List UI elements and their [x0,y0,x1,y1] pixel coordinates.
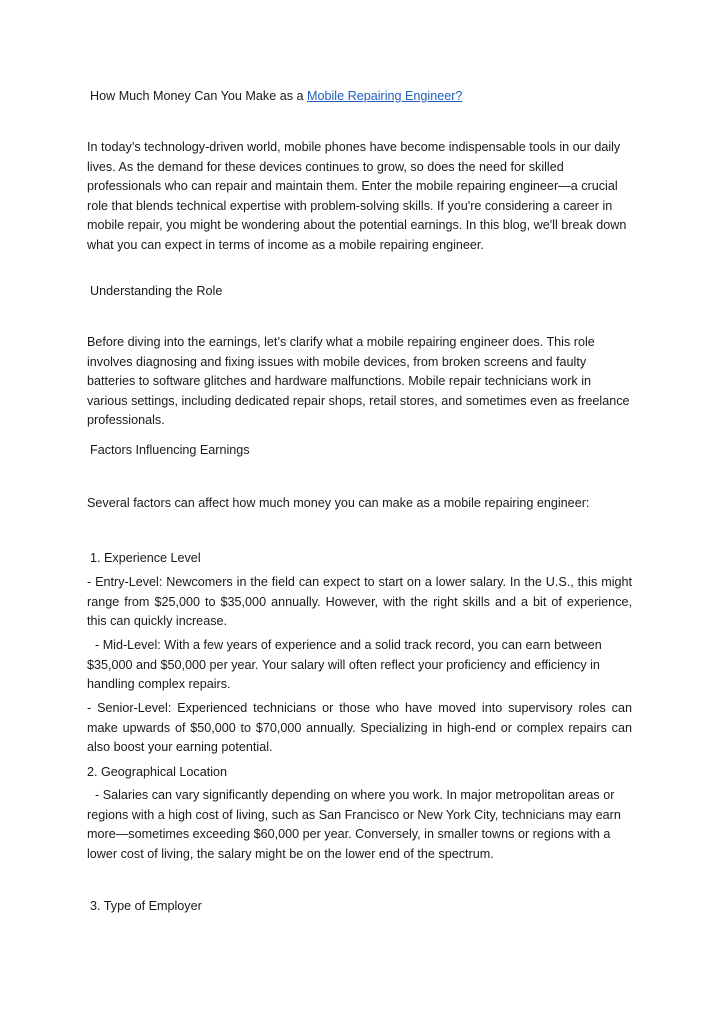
factors-intro: Several factors can affect how much money you can make as a mobile repairing engineer: [87,496,590,510]
heading-experience-level: 1. Experience Level [90,551,201,565]
title-link[interactable]: Mobile Repairing Engineer? [307,89,463,103]
heading-understanding-role: Understanding the Role [90,284,223,298]
title-text: How Much Money Can You Make as a [90,89,308,103]
entry-level-paragraph: - Entry-Level: Newcomers in the field can expect to start on a lower salary. In the U.S., this might range from $25,000 to $35,000 annually. However, with the right skills and a bit of experience, this can quickly increase. [87,575,632,628]
mid-level-paragraph: - Mid-Level: With a few years of experience and a solid track record, you can earn between $35,000 and $50,000 per year. Your salary will often reflect your proficiency and efficiency in handling complex repairs. [87,638,602,691]
heading-type-of-employer: 3. Type of Employer [90,899,202,913]
document-title [90,86,640,106]
heading-geographical-location: 2. Geographical Location [87,765,228,779]
location-paragraph: - Salaries can vary significantly depending on where you work. In major metropolitan areas or regions with a high cost of living, such as San Francisco or New York City, technicians may earn more—sometimes exceeding $60,000 per year. Conversely, in smaller towns or regions with a lower cost of living, the salary might be on the lower end of the spectrum. [87,788,621,861]
senior-level-paragraph: - Senior-Level: Experienced technicians or those who have moved into supervisory roles can make upwards of $50,000 to $70,000 annually. Specializing in high-end or complex repairs can also boost your earning potential. [87,701,632,754]
intro-paragraph: In today’s technology-driven world, mobile phones have become indispensable tools in our daily lives. As the demand for these devices continues to grow, so does the need for skilled professionals who can repair and maintain them. Enter the mobile repairing engineer—a crucial role that blends technical expertise with problem-solving skills. If you're considering a career in mobile repair, you might be wondering about the potential earnings. In this blog, we'll break down what you can expect in terms of income as a mobile repairing engineer. [87,140,627,252]
role-paragraph: Before diving into the earnings, let’s clarify what a mobile repairing engineer does. This role involves diagnosing and fixing issues with mobile devices, from broken screens and faulty batteries to software glitches and hardware malfunctions. Mobile repair technicians work in various settings, including dedicated repair shops, retail stores, and sometimes even as freelance professionals. [87,335,630,427]
heading-factors: Factors Influencing Earnings [90,443,250,457]
